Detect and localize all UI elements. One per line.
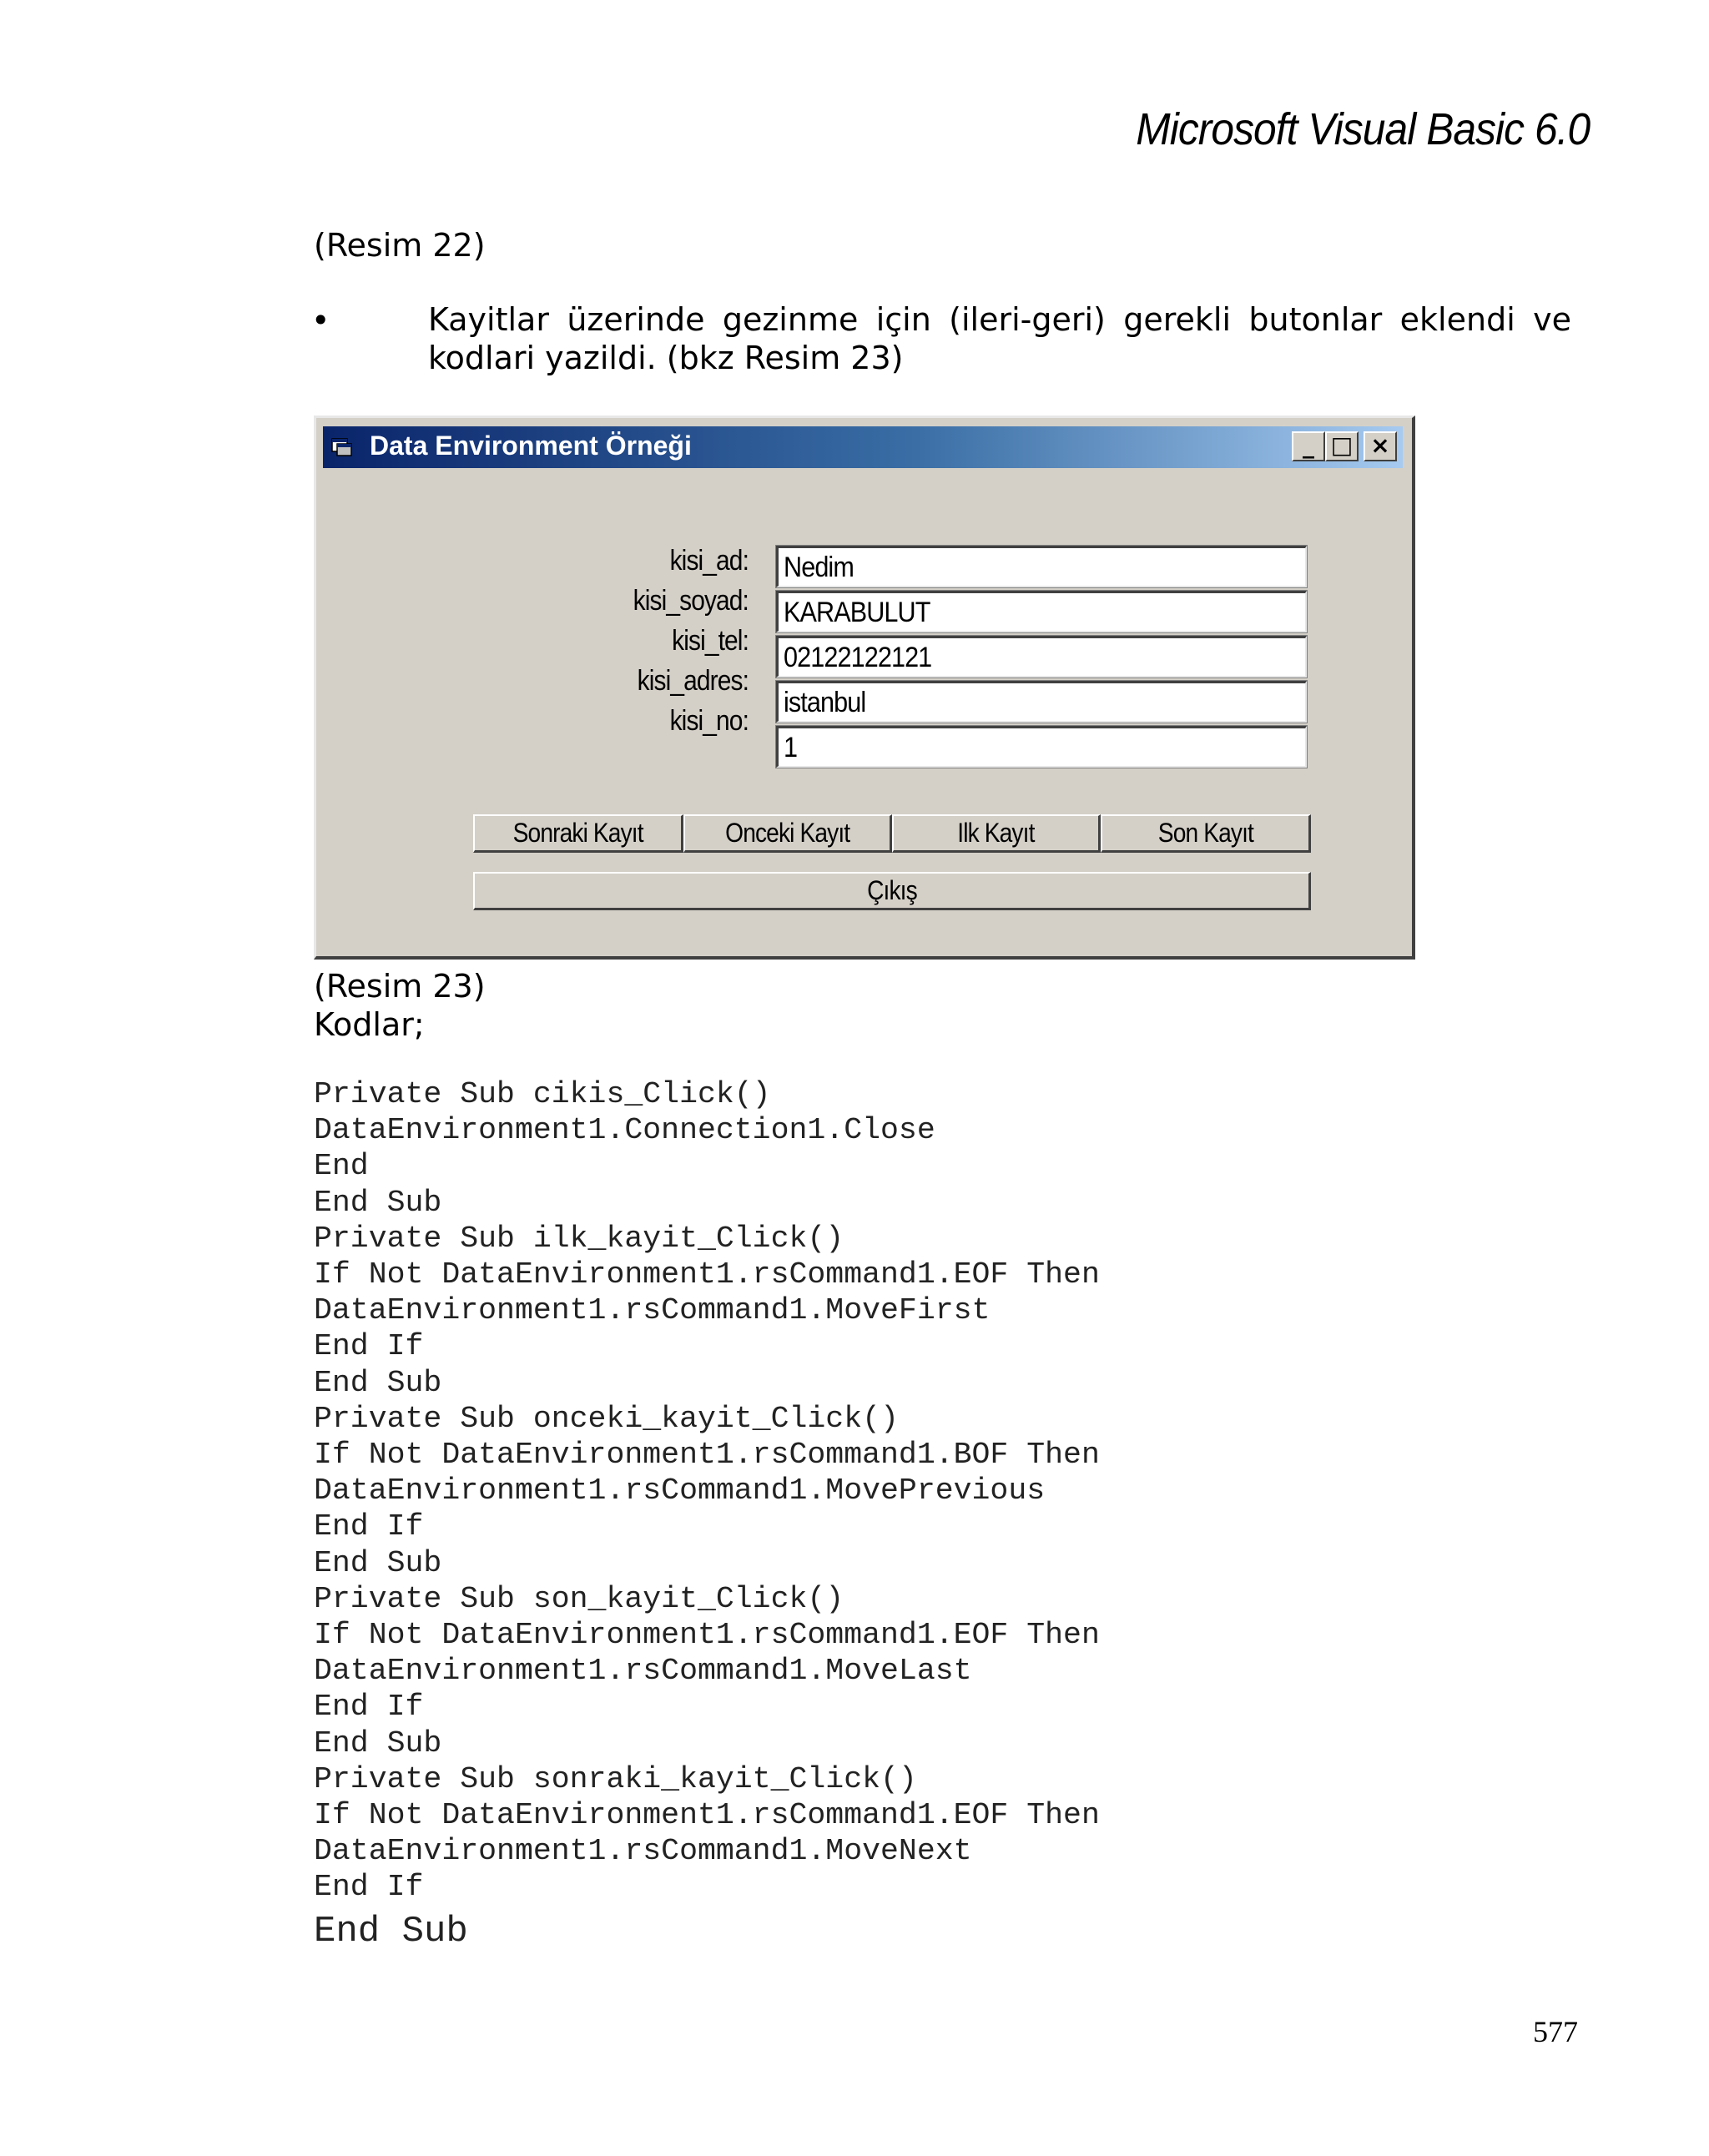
form-icon (331, 436, 353, 456)
kisi-tel-field[interactable] (776, 636, 1307, 678)
kisi-ad-field[interactable] (776, 546, 1307, 587)
cikis-label: Çıkış (866, 875, 917, 905)
ilk-kayit-button[interactable] (892, 814, 1101, 853)
code-last-line: End Sub (314, 1911, 468, 1952)
kisi-adres-field[interactable] (776, 681, 1307, 723)
maximize-button[interactable]: □ (1325, 431, 1359, 461)
son-kayit-button[interactable] (1101, 814, 1311, 853)
onceki-kayit-label: Onceki Kayıt (724, 818, 850, 848)
label-kisi-ad: kisi_ad: (669, 545, 749, 577)
kisi-tel-value: 02122122121 (784, 642, 932, 673)
kisi-soyad-value: KARABULUT (784, 597, 930, 628)
ilk-kayit-label: Ilk Kayıt (957, 818, 1035, 848)
caption-resim-22: (Resim 22) (314, 227, 486, 264)
minimize-button[interactable]: _ (1292, 431, 1325, 461)
sonraki-kayit-button[interactable] (473, 814, 683, 853)
vb-form-window (314, 416, 1415, 960)
son-kayit-label: Son Kayıt (1157, 818, 1253, 848)
page-number: 577 (1533, 2015, 1578, 2048)
kisi-soyad-field[interactable] (776, 591, 1307, 632)
label-kisi-adres: kisi_adres: (637, 665, 749, 697)
label-kisi-tel: kisi_tel: (672, 625, 749, 657)
bullet-text: Kayitlar üzerinde gezinme için (ileri-geri) gerekli butonlar eklendi ve kodlari yazildi. (bkz Resim 23) (428, 301, 1571, 376)
sonraki-kayit-label: Sonraki Kayıt (512, 818, 643, 848)
label-kisi-soyad: kisi_soyad: (633, 585, 749, 617)
window-title: Data Environment Örneği (370, 431, 692, 461)
kisi-no-field[interactable] (776, 726, 1307, 768)
code-listing: Private Sub cikis_Click() DataEnvironment1.Connection1.Close End End Sub Private Sub ilk_kayit_Click() If Not DataEnvironment1.rsCommand1.EOF Then DataEnvironment1.rsCommand1.MoveFirst End If End Sub Private Sub onceki_kayit_Click() If Not DataEnvironment1.rsCommand1.BOF Then DataEnvironment1.rsCommand1.MovePrevious End If End Sub Private Sub son_kayit_Click() If Not DataEnvironment1.rsCommand1.EOF Then DataEnvironment1.rsCommand1.MoveLast End If End Sub Private Sub sonraki_kayit_Click() If Not DataEnvironment1.rsCommand1.EOF Then DataEnvironment1.rsCommand1.MoveNext End If (314, 1077, 1100, 1905)
window-titlebar[interactable] (323, 426, 1403, 468)
kisi-ad-value: Nedim (784, 552, 854, 583)
caption-kodlar: Kodlar; (314, 1006, 425, 1043)
cikis-button[interactable] (473, 872, 1311, 910)
caption-resim-23: (Resim 23) (314, 968, 486, 1005)
onceki-kayit-button[interactable] (683, 814, 892, 853)
book-title: Microsoft Visual Basic 6.0 (1136, 104, 1590, 154)
kisi-no-value: 1 (784, 732, 798, 763)
label-kisi-no: kisi_no: (669, 705, 749, 737)
close-button[interactable]: × (1364, 431, 1397, 461)
kisi-adres-value: istanbul (784, 687, 866, 718)
bullet-dot: • (311, 302, 330, 339)
